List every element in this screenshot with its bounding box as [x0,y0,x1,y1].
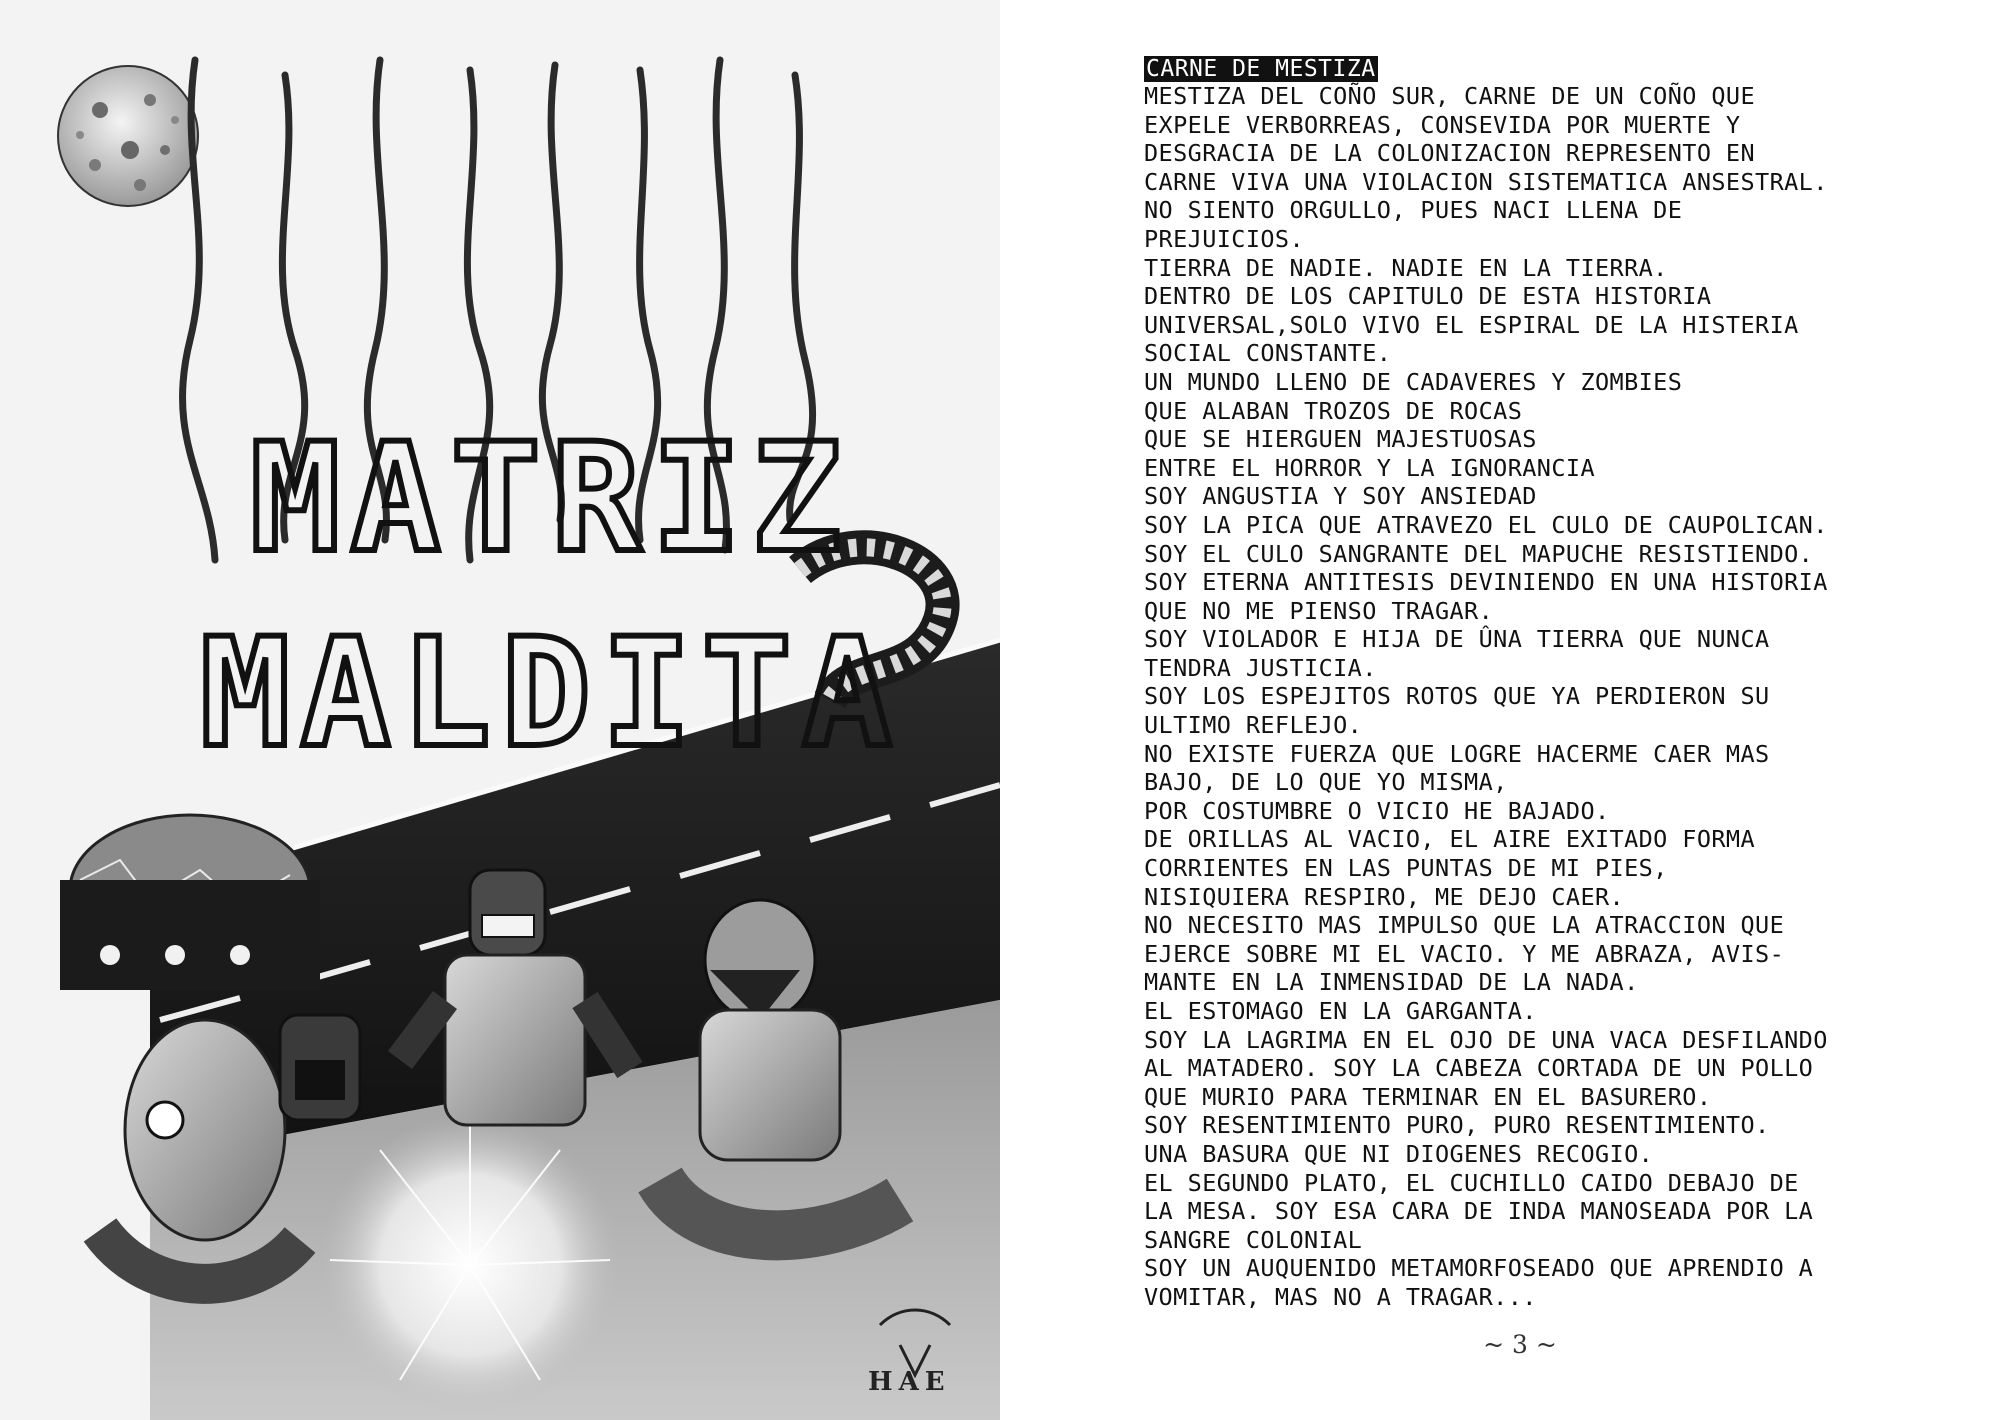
poem-line: SOY EL CULO SANGRANTE DEL MAPUCHE RESISTIENDO. [1144,539,1814,568]
poem-line: QUE SE HIERGUEN MAJESTUOSAS [1144,425,1537,454]
poem-line: SOY LA PICA QUE ATRAVEZO EL CULO DE CAUPOLICAN. [1144,510,1828,539]
poem-line: DENTRO DE LOS CAPITULO DE ESTA HISTORIA [1144,282,1712,311]
poem-line: NISIQUIERA RESPIRO, ME DEJO CAER. [1144,882,1625,911]
poem-line: SOCIAL CONSTANTE. [1144,339,1392,368]
poem-line: SOY ANGUSTIA Y SOY ANSIEDAD [1144,482,1537,511]
poem-line: PREJUICIOS. [1144,224,1305,253]
poem-line: NO EXISTE FUERZA QUE LOGRE HACERME CAER MAS [1144,739,1770,768]
poem-line: SANGRE COLONIAL [1144,1225,1363,1254]
poem-title: CARNE DE MESTIZA [1146,56,1376,82]
moon [58,66,198,206]
poem-line: SOY VIOLADOR E HIJA DE ÛNA TIERRA QUE NUNCA [1144,625,1770,654]
poem-line: UNA BASURA QUE NI DIOGENES RECOGIO. [1144,1139,1654,1168]
poem-line: NO NECESITO MAS IMPULSO QUE LA ATRACCION QUE [1144,911,1785,940]
poem-line: ENTRE EL HORROR Y LA IGNORANCIA [1144,453,1595,482]
poem-line: LA MESA. SOY ESA CARA DE INDA MANOSEADA POR LA [1144,1197,1814,1226]
poem-line: VOMITAR, MAS NO A TRAGAR... [1144,1282,1537,1311]
poem-line: QUE NO ME PIENSO TRAGAR. [1144,596,1494,625]
signature-letters: HAE [868,1367,951,1397]
poem-line: DE ORILLAS AL VACIO, EL AIRE EXITADO FORMA [1144,825,1756,854]
poem-line: SOY RESENTIMIENTO PURO, PURO RESENTIMIENTO. [1144,1111,1770,1140]
poem-line: TIERRA DE NADIE. NADIE EN LA TIERRA. [1144,253,1668,282]
poem-line: SOY UN AUQUENIDO METAMORFOSEADO QUE APRENDIO A [1144,1254,1814,1283]
poem-line: AL MATADERO. SOY LA CABEZA CORTADA DE UN POLLO [1144,1054,1814,1083]
text-page [1144,56,1964,1356]
poem-line: DESGRACIA DE LA COLONIZACION REPRESENTO EN [1144,139,1756,168]
poem-line: UN MUNDO LLENO DE CADAVERES Y ZOMBIES [1144,367,1683,396]
poem-line: QUE MURIO PARA TERMINAR EN EL BASURERO. [1144,1082,1712,1111]
poem-line: SOY ETERNA ANTITESIS DEVINIENDO EN UNA HISTORIA [1144,568,1828,597]
poem-line: CORRIENTES EN LAS PUNTAS DE MI PIES, [1144,854,1668,883]
poem-line: SOY LOS ESPEJITOS ROTOS QUE YA PERDIERON SU [1144,682,1770,711]
title-line-2-drawn: MALDITA [200,607,903,781]
poem-line: EL SEGUNDO PLATO, EL CUCHILLO CAIDO DEBAJO DE [1144,1168,1799,1197]
poem-line: TENDRA JUSTICIA. [1144,653,1377,682]
poem-line: UNIVERSAL,SOLO VIVO EL ESPIRAL DE LA HISTERIA [1144,310,1799,339]
cover-illustration [0,0,1000,1420]
poem-line: SOY LA LAGRIMA EN EL OJO DE UNA VACA DESFILANDO [1144,1025,1828,1054]
poem-line: MANTE EN LA INMENSIDAD DE LA NADA. [1144,968,1639,997]
dome-structure [60,815,320,990]
poem-line: EL ESTOMAGO EN LA GARGANTA. [1144,997,1537,1025]
poem-line: EXPELE VERBORREAS, CONSEVIDA POR MUERTE Y [1144,110,1741,139]
poem-line: CARNE VIVA UNA VIOLACION SISTEMATICA ANSESTRAL. [1144,167,1828,196]
poem-line: POR COSTUMBRE O VICIO HE BAJADO. [1144,796,1610,825]
poem-body [1144,82,1964,1312]
poem-line: ULTIMO REFLEJO. [1144,711,1363,740]
poem-line: EJERCE SOBRE MI EL VACIO. Y ME ABRAZA, AVIS- [1144,939,1785,968]
poem-line: QUE ALABAN TROZOS DE ROCAS [1144,396,1523,425]
poem-line: NO SIENTO ORGULLO, PUES NACI LLENA DE [1144,196,1683,225]
poem-line: BAJO, DE LO QUE YO MISMA, [1144,768,1508,797]
page-number: ~ 3 ~ [1483,1330,1557,1359]
illustration-drawing [0,0,1000,1420]
poem-line: MESTIZA DEL COÑO SUR, CARNE DE UN COÑO QUE [1144,82,1756,110]
title-line-1-drawn: MATRIZ [250,412,852,586]
